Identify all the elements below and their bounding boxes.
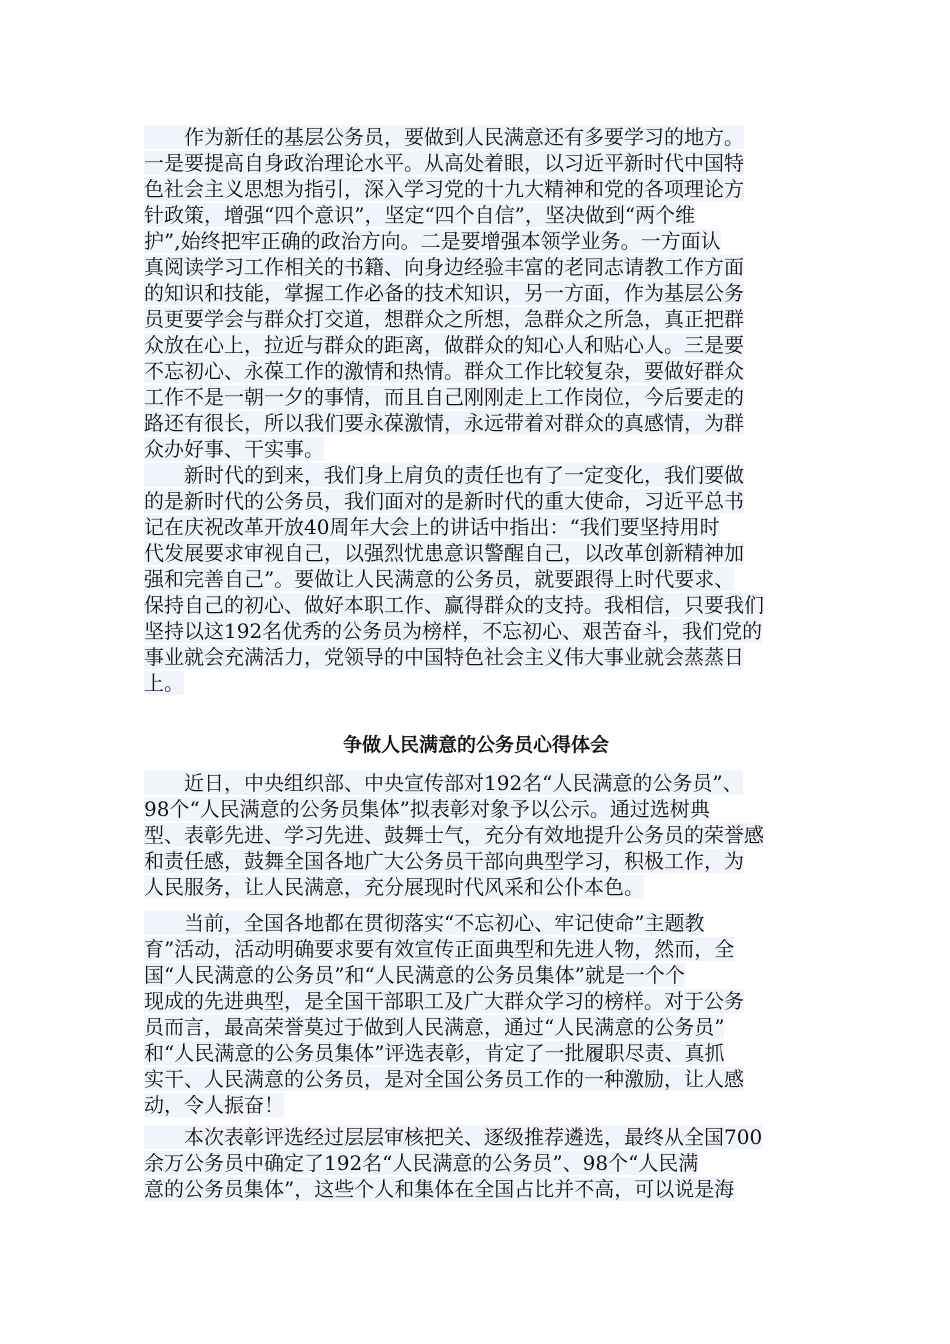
text-line — [144, 1014, 808, 1040]
text-line-content: 一是要提高自身政治理论水平。从高处着眼，以习近平新时代中国特 — [144, 151, 744, 175]
text-line-content: 护”,始终把牢正确的政治方向。二是要增强本领学业务。一方面认 — [144, 229, 721, 253]
text-line — [144, 176, 808, 202]
text-line — [144, 540, 808, 566]
text-line-content: 的知识和技能，掌握工作必备的技术知识，另一方面，作为基层公务 — [144, 281, 744, 305]
text-line — [144, 488, 808, 514]
text-line-content: 真阅读学习工作相关的书籍、向身边经验丰富的老同志请教工作方面 — [144, 255, 744, 279]
article-title: 争做人民满意的公务员心得体会 — [342, 734, 609, 756]
text-line-content: 强和完善自己”。要做让人民满意的公务员，就要跟得上时代要求、 — [144, 567, 735, 591]
text-line-content: 本次表彰评选经过层层审核把关、逐级推荐遴选，最终从全国700 — [144, 1125, 763, 1149]
text-line — [144, 514, 808, 540]
paragraph-1 — [144, 124, 808, 462]
text-line — [144, 848, 808, 874]
text-line-content: 现成的先进典型，是全国干部职工及广大群众学习的榜样。对于公务 — [144, 989, 744, 1013]
text-line — [144, 254, 808, 280]
text-line-content: 事业就会充满活力，党领导的中国特色社会主义伟大事业就会蒸蒸日 — [144, 645, 744, 669]
text-line-content: 育”活动，活动明确要求要有效宣传正面典型和先进人物，然而，全 — [144, 937, 735, 961]
text-line — [144, 150, 808, 176]
text-line-content: 和“人民满意的公务员集体”评选表彰，肯定了一批履职尽责、真抓 — [144, 1041, 725, 1065]
text-line — [144, 770, 808, 796]
paragraph-5 — [144, 1124, 808, 1202]
text-line — [144, 332, 808, 358]
text-line-content: 作为新任的基层公务员，要做到人民满意还有多要学习的地方。 — [144, 125, 744, 149]
text-line — [144, 592, 808, 618]
text-line-content: 工作不是一朝一夕的事情，而且自己刚刚走上工作岗位，今后要走的 — [144, 385, 744, 409]
text-line-content: 上。 — [144, 671, 184, 695]
text-line — [144, 358, 808, 384]
text-line-content: 员更要学会与群众打交道，想群众之所想，急群众之所急，真正把群 — [144, 307, 744, 331]
text-line-content: 近日，中央组织部、中央宣传部对192名“人民满意的公务员”、 — [144, 771, 743, 795]
text-line — [144, 618, 808, 644]
text-line-content: 员而言，最高荣誉莫过于做到人民满意，通过“人民满意的公务员” — [144, 1015, 725, 1039]
text-line — [144, 796, 808, 822]
text-line-content: 国“人民满意的公务员”和“人民满意的公务员集体”就是一个个 — [144, 963, 685, 987]
text-line — [144, 306, 808, 332]
text-line-content: 意的公务员集体”，这些个人和集体在全国占比并不高，可以说是海 — [144, 1177, 735, 1201]
text-line-content: 人民服务，让人民满意，充分展现时代风采和公仆本色。 — [144, 875, 644, 899]
text-line — [144, 124, 808, 150]
text-line-content: 的是新时代的公务员，我们面对的是新时代的重大使命，习近平总书 — [144, 489, 744, 513]
text-line-content: 众放在心上，拉近与群众的距离，做群众的知心人和贴心人。三是要 — [144, 333, 744, 357]
text-line-content: 色社会主义思想为指引，深入学习党的十九大精神和党的各项理论方 — [144, 177, 744, 201]
text-line-content: 实干、人民满意的公务员，是对全国公务员工作的一种激励，让人感 — [144, 1067, 744, 1091]
text-line-content: 新时代的到来，我们身上肩负的责任也有了一定变化，我们要做 — [144, 463, 744, 487]
text-line-content: 不忘初心、永葆工作的激情和热情。群众工作比较复杂，要做好群众 — [144, 359, 744, 383]
text-line-content: 和责任感，鼓舞全国各地广大公务员干部向典型学习，积极工作，为 — [144, 849, 744, 873]
text-line — [144, 280, 808, 306]
text-line-content: 动，令人振奋！ — [144, 1093, 284, 1117]
text-line-content: 98个“人民满意的公务员集体”拟表彰对象予以公示。通过选树典 — [144, 797, 710, 821]
text-line-content: 众办好事、干实事。 — [144, 437, 324, 461]
text-line — [144, 566, 808, 592]
text-line — [144, 644, 808, 670]
text-line-content: 坚持以这192名优秀的公务员为榜样，不忘初心、艰苦奋斗，我们党的 — [144, 619, 763, 643]
paragraph-3 — [144, 770, 808, 900]
text-line-content: 路还有很长，所以我们要永葆激情，永远带着对群众的真感情，为群 — [144, 411, 744, 435]
text-line — [144, 910, 808, 936]
text-line-content: 记在庆祝改革开放40周年大会上的讲话中指出：“我们要坚持用时 — [144, 515, 720, 539]
text-line — [144, 670, 808, 696]
text-line — [144, 384, 808, 410]
text-line — [144, 962, 808, 988]
text-line — [144, 1150, 808, 1176]
text-line — [144, 874, 808, 900]
text-line — [144, 436, 808, 462]
text-line — [144, 462, 808, 488]
text-line — [144, 988, 808, 1014]
text-line — [144, 1124, 808, 1150]
text-line-content: 余万公务员中确定了192名“人民满意的公务员”、98个“人民满 — [144, 1151, 699, 1175]
text-line — [144, 1040, 808, 1066]
text-line-content: 当前，全国各地都在贯彻落实“不忘初心、牢记使命”主题教 — [144, 911, 705, 935]
text-line — [144, 1092, 808, 1118]
text-line — [144, 202, 808, 228]
text-line-content: 针政策，增强“四个意识”，坚定“四个自信”，坚决做到“两个维 — [144, 203, 696, 227]
paragraph-4 — [144, 910, 808, 1118]
paragraph-2 — [144, 462, 808, 696]
text-line — [144, 936, 808, 962]
text-line — [144, 228, 808, 254]
text-line-content: 代发展要求审视自己，以强烈忧患意识警醒自己，以改革创新精神加 — [144, 541, 744, 565]
text-line — [144, 410, 808, 436]
text-line — [144, 822, 808, 848]
text-line-content: 型、表彰先进、学习先进、鼓舞士气，充分有效地提升公务员的荣誉感 — [144, 823, 764, 847]
text-line-content: 保持自己的初心、做好本职工作、赢得群众的支持。我相信，只要我们 — [144, 593, 764, 617]
text-line — [144, 1176, 808, 1202]
text-line — [144, 1066, 808, 1092]
